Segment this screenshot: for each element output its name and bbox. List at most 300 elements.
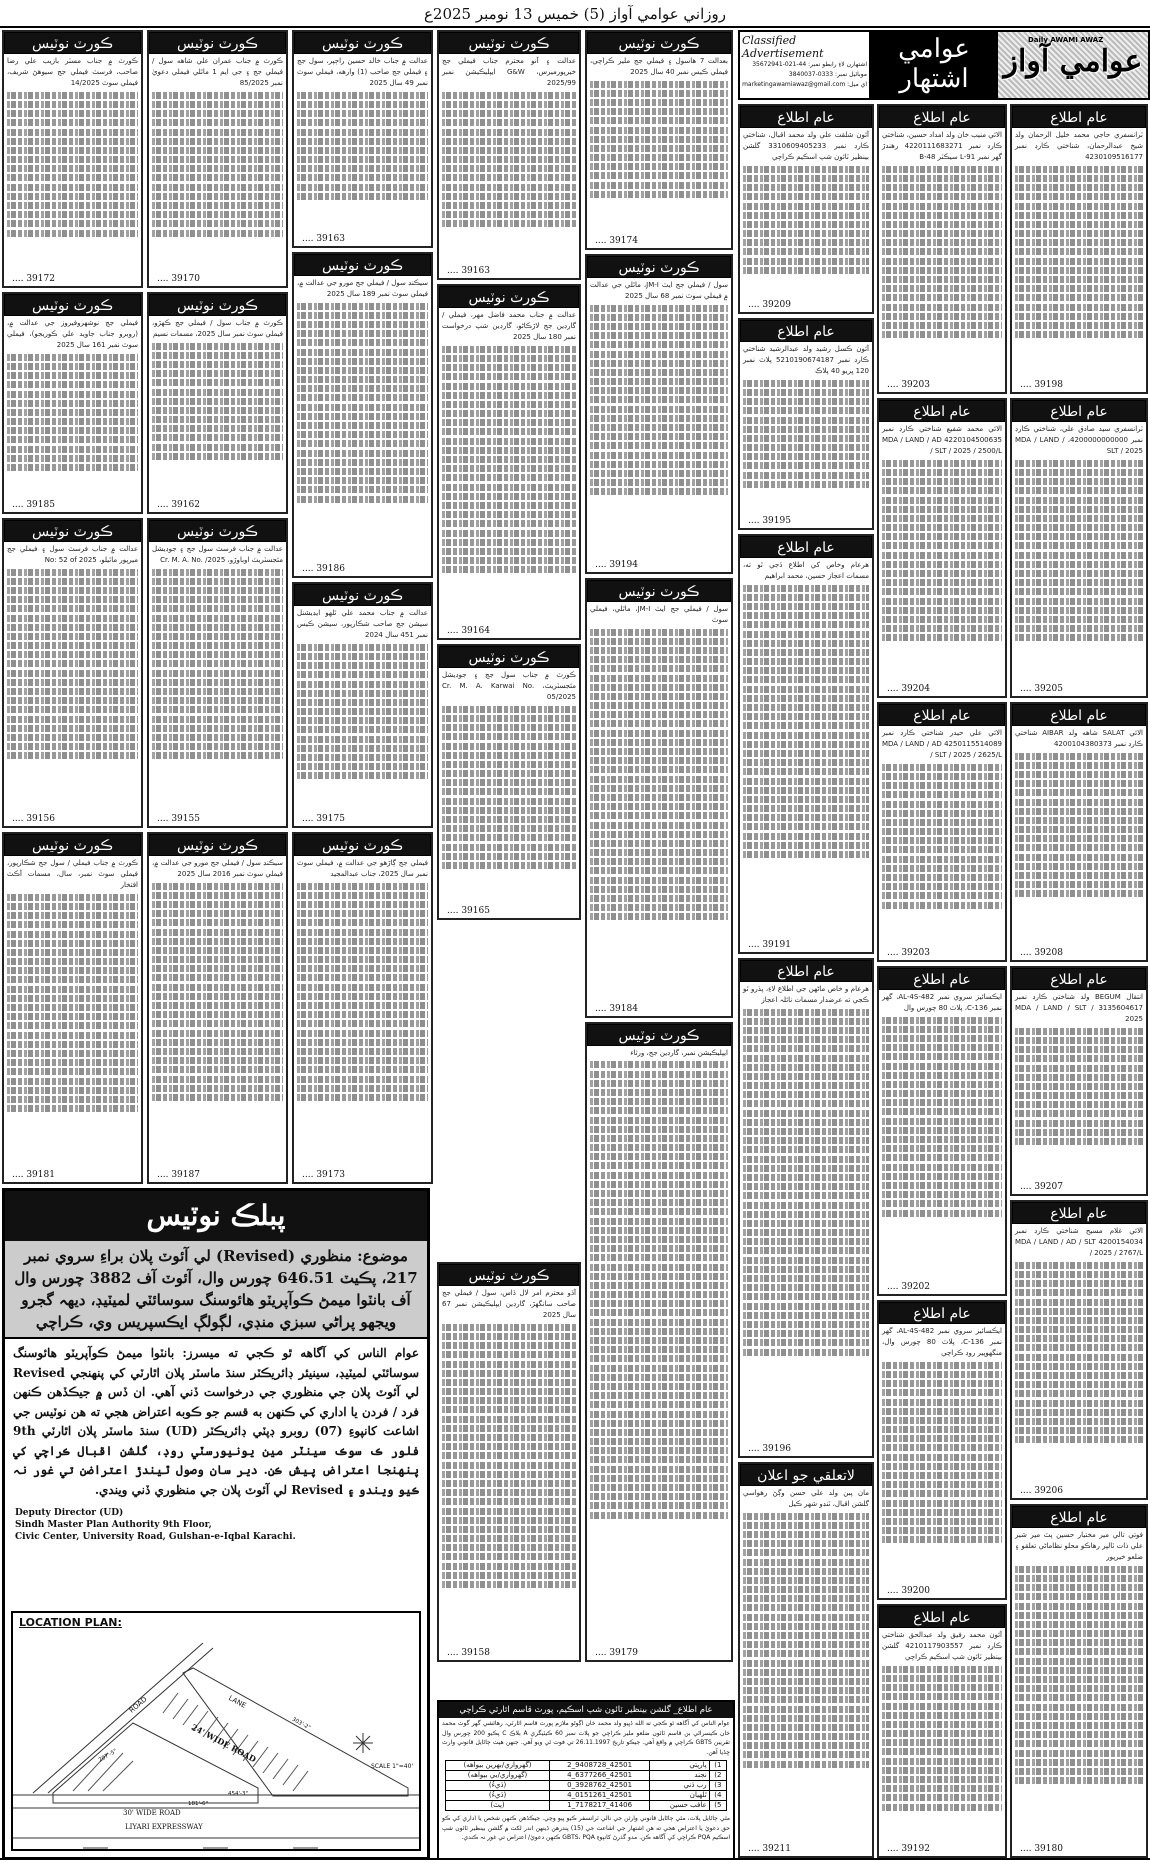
notice-text-line	[297, 644, 428, 651]
notice-text-line	[743, 1229, 869, 1236]
notice-first-line: فوتي تالي مير مختيار حسين پٽ مير شير علي ذات ٽالپر رهاڪو محلو نظاماڻي تعلقو ۽ ضلعو خيرپور	[1015, 1531, 1143, 1562]
notice-heading: ڪورٽ نوٽيس	[587, 580, 731, 602]
notice-text-line	[1015, 1028, 1143, 1035]
notice-reference-number: 39173 ....	[302, 1170, 345, 1180]
notice-text-line	[442, 193, 576, 200]
notice-text-line	[297, 883, 428, 890]
notice-text-line	[590, 785, 728, 792]
notice-text-line	[152, 425, 283, 432]
notice-reference-number: 39203 ....	[887, 380, 930, 390]
notice-text-line	[1015, 598, 1143, 605]
notice-text-line	[882, 1472, 1002, 1479]
notice-text-line	[1015, 1037, 1143, 1044]
notice-heading: ڪورٽ نوٽيس	[149, 834, 286, 856]
notice-text-line	[743, 230, 869, 237]
notice-text-line	[7, 193, 138, 200]
notice-reference-number: 39180 ....	[1020, 1844, 1063, 1854]
notice-text-line	[882, 497, 1002, 504]
dateline: روزاني عوامي آواز (5) خميس 13 نومبر 2025ع	[0, 0, 1150, 28]
notice-text-line	[590, 1218, 728, 1225]
notice-text-line	[882, 1758, 1002, 1765]
notice-text-line	[442, 1388, 576, 1395]
notice-first-line: سيڪنڊ سول / فيملي جج مورو جي عدالت ۾، فيملي سوٽ نمبر 189 سال 2025	[297, 279, 428, 299]
notice-text-line	[152, 220, 283, 227]
notice-text-line	[882, 294, 1002, 301]
notice-text-line	[1015, 1129, 1143, 1136]
notice-text-line	[152, 633, 283, 640]
notice-text-line	[297, 690, 428, 697]
notice-text-line	[590, 1227, 728, 1234]
notice-text-line	[152, 165, 283, 172]
general-notice-box	[738, 958, 874, 1458]
notice-text-line	[882, 1721, 1002, 1728]
notice-reference-number: 39174 ....	[595, 236, 638, 246]
notice-text-line	[743, 1568, 869, 1575]
notice-reference-number: 39191 ....	[748, 940, 791, 950]
heir-cnic: 42501_6377266_4	[550, 1771, 650, 1781]
notice-text-line	[152, 993, 283, 1000]
notice-first-line: عدالت ۾ جناب خالد حسين راڄپر، سول جج ۽ فيملي جج صاحب (1) وارهه، فيملي سوٽ نمبر 49 سال 2025	[297, 57, 428, 88]
notice-text-line	[590, 1383, 728, 1390]
notice-text-line	[590, 108, 728, 115]
notice-text-line	[297, 477, 428, 484]
notice-text-line	[590, 415, 728, 422]
notice-text-line	[297, 376, 428, 383]
notice-text-line	[882, 1748, 1002, 1755]
notice-text-line	[590, 163, 728, 170]
notice-text-line	[7, 202, 138, 209]
notice-text-line	[297, 129, 428, 136]
notice-text-line	[590, 470, 728, 477]
notice-text-line	[590, 1181, 728, 1188]
notice-text-line	[7, 596, 138, 603]
notice-text-line	[1015, 890, 1143, 897]
notice-text-line	[152, 230, 283, 237]
notice-text-line	[882, 203, 1002, 210]
notice-text-line	[590, 90, 728, 97]
notice-heading: ڪورٽ نوٽيس	[439, 32, 579, 54]
notice-first-line: ڪورٽ ۾ جناب سول جج ۽ جوڊيشل مئجسٽريٽ، Cr. M. A. Karwai No. 05/2025	[442, 671, 577, 702]
notice-text-line	[882, 1785, 1002, 1792]
court-notice-box	[292, 832, 433, 1184]
notice-body	[740, 1486, 872, 1772]
notice-text-line	[7, 156, 138, 163]
notice-text-line	[882, 810, 1002, 817]
notice-text-line	[590, 748, 728, 755]
notice-text-line	[743, 1137, 869, 1144]
notice-text-line	[152, 624, 283, 631]
newspaper-logo	[998, 32, 1148, 98]
notice-text-line	[590, 812, 728, 819]
notice-text-line	[442, 447, 576, 454]
notice-text-line	[1015, 1299, 1143, 1306]
classified-masthead	[738, 30, 1150, 100]
notice-reference-number: 39165 ....	[447, 906, 490, 916]
notice-text-line	[882, 506, 1002, 513]
notice-text-line	[7, 578, 138, 585]
notice-text-line	[743, 1220, 869, 1227]
notice-text-line	[743, 1549, 869, 1556]
notice-text-line	[152, 901, 283, 908]
notice-text-line	[1015, 1101, 1143, 1108]
notice-text-line	[1015, 248, 1143, 255]
notice-text-line	[743, 759, 869, 766]
notice-text-line	[590, 452, 728, 459]
notice-text-line	[7, 1059, 138, 1066]
notice-text-line	[7, 391, 138, 398]
notice-text-line	[297, 101, 428, 108]
notice-text-line	[7, 633, 138, 640]
notice-text-line	[882, 1675, 1002, 1682]
notice-text-line	[1015, 835, 1143, 842]
court-notice-box	[585, 1022, 733, 1662]
notice-text-line	[882, 184, 1002, 191]
notice-text-line	[590, 341, 728, 348]
notice-text-line	[590, 136, 728, 143]
notice-text-line	[442, 798, 576, 805]
notice-text-line	[882, 230, 1002, 237]
notice-text-line	[442, 834, 576, 841]
notice-text-line	[7, 184, 138, 191]
notice-text-line	[152, 453, 283, 460]
notice-text-line	[152, 202, 283, 209]
notice-text-line	[743, 389, 869, 396]
notice-text-line	[743, 426, 869, 433]
notice-text-line	[882, 212, 1002, 219]
notice-heading: عام اطلاع	[1012, 1506, 1146, 1528]
notice-text-line	[442, 1535, 576, 1542]
notice-text-line	[590, 1273, 728, 1280]
notice-text-line	[590, 904, 728, 911]
notice-text-line	[590, 629, 728, 636]
notice-first-line: آئون شلقت علي ولد محمد اقبال، شناختي ڪارڊ نمبر 3310609405233 گلشن بينظير ٽائون شپ اسڪيم ڪراچي	[743, 131, 869, 162]
notice-first-line: عدالت ۾ جناب محمد علي ٿلهو ايڊيشنل سيشن جج صاحب شڪارپور، سيشن ڪيس نمبر 451 سال 2024	[297, 609, 428, 640]
notice-text-line	[7, 354, 138, 361]
notice-text-line	[152, 660, 283, 667]
notice-text-line	[743, 814, 869, 821]
notice-reference-number: 39194 ....	[595, 560, 638, 570]
notice-text-line	[882, 801, 1002, 808]
notice-text-line	[297, 984, 428, 991]
notice-text-line	[882, 322, 1002, 329]
notice-text-line	[590, 424, 728, 431]
notice-text-line	[743, 649, 869, 656]
notice-text-line	[882, 588, 1002, 595]
notice-text-line	[590, 1401, 728, 1408]
notice-text-line	[442, 853, 576, 860]
notice-text-line	[7, 1013, 138, 1020]
notice-text-line	[743, 768, 869, 775]
notice-text-line	[743, 1192, 869, 1199]
notice-heading: ڪورٽ نوٽيس	[587, 1024, 731, 1046]
notice-reference-number: 39162 ....	[157, 500, 200, 510]
notice-text-line	[297, 496, 428, 503]
notice-body	[879, 726, 1005, 913]
notice-text-line	[297, 726, 428, 733]
notice-text-line	[1015, 1110, 1143, 1117]
notice-text-line	[152, 379, 283, 386]
notice-text-line	[7, 569, 138, 576]
notice-text-line	[152, 1094, 283, 1101]
notice-text-line	[743, 695, 869, 702]
notice-body	[587, 1046, 731, 1523]
notice-body	[149, 542, 286, 764]
notice-text-line	[882, 570, 1002, 577]
notice-text-line	[590, 711, 728, 718]
location-plan-title: LOCATION PLAN:	[19, 1616, 122, 1629]
notice-text-line	[1015, 1648, 1143, 1655]
notice-text-line	[743, 1018, 869, 1025]
notice-text-line	[743, 1009, 869, 1016]
notice-text-line	[882, 248, 1002, 255]
notice-text-line	[442, 779, 576, 786]
notice-text-line	[743, 1751, 869, 1758]
notice-text-line	[882, 1804, 1002, 1811]
notice-text-line	[743, 603, 869, 610]
notice-text-line	[152, 910, 283, 917]
notice-reference-number: 39195 ....	[748, 516, 791, 526]
notice-text-line	[297, 358, 428, 365]
notice-text-line	[743, 212, 869, 219]
notice-text-line	[442, 1471, 576, 1478]
notice-text-line	[7, 129, 138, 136]
notice-text-line	[7, 967, 138, 974]
notice-text-line	[743, 631, 869, 638]
notice-body	[879, 128, 1005, 342]
notice-text-line	[882, 764, 1002, 771]
notice-text-line	[882, 579, 1002, 586]
notice-text-line	[152, 1048, 283, 1055]
notice-text-line	[882, 1509, 1002, 1516]
notice-text-line	[590, 99, 728, 106]
notice-text-line	[882, 1399, 1002, 1406]
notice-text-line	[442, 788, 576, 795]
notice-text-line	[442, 101, 576, 108]
notice-reference-number: 39187 ....	[157, 1170, 200, 1180]
notice-text-line	[152, 956, 283, 963]
notice-text-line	[590, 117, 728, 124]
notice-heading: ڪورٽ نوٽيس	[439, 646, 579, 668]
contact-phone: اشتهارن لاءِ رابطو نمبر: 44-021-35672941	[752, 61, 867, 68]
notice-text-line	[1015, 285, 1143, 292]
notice-text-line	[7, 1041, 138, 1048]
public-notice-title: پبلڪ نوٽيس	[5, 1191, 427, 1241]
notice-text-line	[152, 147, 283, 154]
heir-row	[445, 1801, 726, 1811]
notice-body	[149, 316, 286, 464]
notice-text-line	[882, 331, 1002, 338]
notice-text-line	[442, 1572, 576, 1579]
notice-text-line	[7, 138, 138, 145]
heir-no: 2)	[709, 1771, 726, 1781]
notice-text-line	[882, 616, 1002, 623]
notice-text-line	[743, 203, 869, 210]
notice-text-line	[442, 419, 576, 426]
notice-text-line	[590, 154, 728, 161]
notice-body	[294, 606, 431, 784]
notice-reference-number: 39184 ....	[595, 1004, 638, 1014]
logo-urdu: عوامي آواز	[1003, 44, 1143, 79]
court-notice-box	[2, 292, 143, 514]
notice-text-line	[882, 1145, 1002, 1152]
notice-text-line	[297, 404, 428, 411]
notice-text-line	[743, 1339, 869, 1346]
notice-text-line	[1015, 762, 1143, 769]
notice-reference-number: 39196 ....	[748, 1444, 791, 1454]
notice-text-line	[7, 110, 138, 117]
notice-text-line	[743, 1321, 869, 1328]
notice-text-line	[1015, 1317, 1143, 1324]
notice-text-line	[743, 1100, 869, 1107]
notice-text-line	[1015, 294, 1143, 301]
notice-text-line	[7, 165, 138, 172]
notice-text-line	[1015, 799, 1143, 806]
notice-text-line	[297, 938, 428, 945]
notice-text-line	[743, 481, 869, 488]
notice-text-line	[1015, 1262, 1143, 1269]
notice-body	[4, 316, 141, 475]
notice-text-line	[1015, 331, 1143, 338]
notice-first-line: ڪورٽ ۾ جناب مسٽر بازيب علي رضا صاحب، فرسٽ فيملي جج سيوهڻ شريف، فيملي سوٽ 14/2025	[7, 57, 138, 88]
notice-text-line	[1015, 588, 1143, 595]
notice-heading: عام اطلاع	[879, 704, 1005, 726]
notice-reference-number: 39172 ....	[12, 274, 55, 284]
notice-heading: عام اطلاع	[1012, 1202, 1146, 1224]
notice-text-line	[743, 248, 869, 255]
contact-email: marketingawamiawaz@gmail.com :اي ميل	[742, 81, 867, 88]
notice-text-line	[590, 182, 728, 189]
notice-text-line	[590, 81, 728, 88]
notice-text-line	[743, 1604, 869, 1611]
notice-first-line: الائي منيب خان ولد امداد حسين، شناختي ڪارڊ نمبر 4220111683271 رهندڙ گهر نمبر L-91 سيڪٽر 48-B	[882, 131, 1002, 162]
notice-heading: ڪورٽ نوٽيس	[149, 32, 286, 54]
notice-text-line	[297, 1085, 428, 1092]
notice-body	[740, 558, 872, 862]
notice-text-line	[882, 1371, 1002, 1378]
notice-text-line	[743, 435, 869, 442]
notice-text-line	[743, 453, 869, 460]
notice-text-line	[297, 339, 428, 346]
plan-label-expressway: LIYARI EXPRESSWAY	[125, 1823, 203, 1831]
notice-text-line	[1015, 313, 1143, 320]
notice-text-line	[442, 129, 576, 136]
notice-text-line	[1015, 1138, 1143, 1145]
notice-text-line	[152, 407, 283, 414]
notice-text-line	[297, 745, 428, 752]
notice-text-line	[152, 892, 283, 899]
notice-text-line	[590, 739, 728, 746]
notice-text-line	[442, 1526, 576, 1533]
notice-text-line	[7, 995, 138, 1002]
court-notice-box	[147, 292, 288, 514]
notice-heading: ڪورٽ نوٽيس	[294, 254, 431, 276]
notice-text-line	[152, 1011, 283, 1018]
notice-body	[1012, 990, 1146, 1149]
notice-text-line	[442, 761, 576, 768]
notice-reference-number: 39170 ....	[157, 274, 200, 284]
notice-text-line	[882, 524, 1002, 531]
heir-no: 3)	[709, 1781, 726, 1791]
notice-text-line	[7, 230, 138, 237]
notice-text-line	[152, 929, 283, 936]
notice-text-line	[1015, 1630, 1143, 1637]
notice-text-line	[590, 675, 728, 682]
notice-body	[439, 54, 579, 232]
notice-text-line	[442, 706, 576, 713]
notice-text-line	[590, 314, 728, 321]
notice-text-line	[442, 1553, 576, 1560]
notice-text-line	[882, 1053, 1002, 1060]
notice-text-line	[1015, 1685, 1143, 1692]
notice-text-line	[743, 1257, 869, 1264]
notice-text-line	[743, 1055, 869, 1062]
notice-text-line	[882, 1017, 1002, 1024]
notice-text-line	[7, 363, 138, 370]
notice-text-line	[590, 849, 728, 856]
notice-text-line	[7, 464, 138, 471]
court-notice-box	[437, 30, 581, 280]
notice-text-line	[152, 651, 283, 658]
notice-text-line	[7, 688, 138, 695]
notice-text-line	[1015, 1713, 1143, 1720]
notice-text-line	[590, 479, 728, 486]
notice-body	[439, 1286, 579, 1592]
notice-text-line	[1015, 184, 1143, 191]
notice-text-line	[1015, 1289, 1143, 1296]
notice-text-line	[442, 1508, 576, 1515]
notice-text-line	[152, 706, 283, 713]
notice-text-line	[882, 1090, 1002, 1097]
notice-text-line	[590, 442, 728, 449]
notice-text-line	[743, 1531, 869, 1538]
notice-reference-number: 39163 ....	[302, 234, 345, 244]
notice-reference-number: 39185 ....	[12, 500, 55, 510]
notice-text-line	[1015, 1740, 1143, 1747]
notice-text-line	[152, 670, 283, 677]
notice-first-line: ڪورٽ ۾ جناب عمران علي شاهه سول / فيملي جج ۽ جي ايم 1 ماٿلي فيملي دعويٰ نمبر 85/2025	[152, 57, 283, 88]
notice-text-line	[442, 138, 576, 145]
notice-text-line	[152, 688, 283, 695]
notice-text-line	[882, 1408, 1002, 1415]
notice-text-line	[743, 612, 869, 619]
notice-reference-number: 39163 ....	[447, 266, 490, 276]
notice-text-line	[152, 974, 283, 981]
notice-text-line	[882, 1527, 1002, 1534]
notice-text-line	[743, 1045, 869, 1052]
notice-text-line	[442, 1517, 576, 1524]
notice-text-line	[1015, 1575, 1143, 1582]
notice-text-line	[297, 486, 428, 493]
notice-text-line	[152, 92, 283, 99]
notice-body	[4, 54, 141, 241]
notice-text-line	[7, 1087, 138, 1094]
notice-text-line	[882, 1081, 1002, 1088]
notice-text-line	[1015, 1584, 1143, 1591]
notice-text-line	[442, 844, 576, 851]
notice-text-line	[297, 1076, 428, 1083]
notice-text-line	[152, 444, 283, 451]
notice-text-line	[297, 1057, 428, 1064]
location-plan-drawing	[13, 1613, 419, 1849]
notice-text-line	[590, 638, 728, 645]
notice-text-line	[590, 1456, 728, 1463]
notice-text-line	[1015, 1092, 1143, 1099]
notice-text-line	[743, 658, 869, 665]
notice-text-line	[152, 1076, 283, 1083]
notice-text-line	[743, 833, 869, 840]
notice-text-line	[590, 1153, 728, 1160]
notice-text-line	[7, 752, 138, 759]
